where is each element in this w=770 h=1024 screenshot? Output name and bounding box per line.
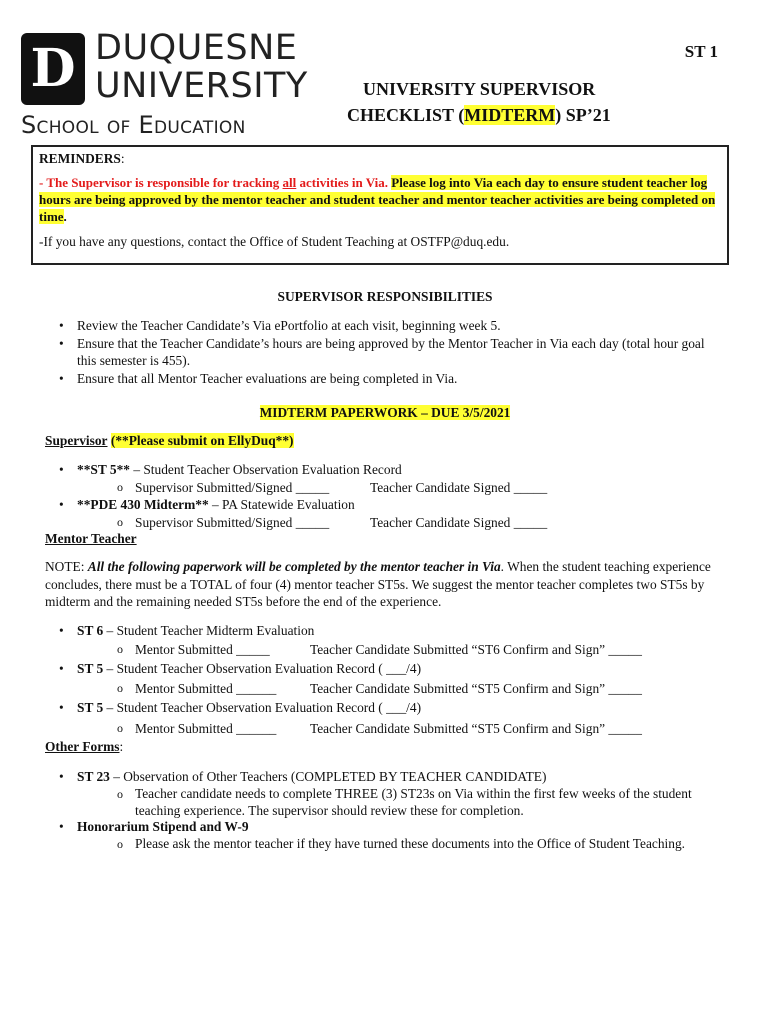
list-item: • Ensure that the Teacher Candidate’s hours are being approved by the Mentor Teacher in Via each day (total hour goal this semester is 455). [45,335,715,370]
supervisor-forms-list [45,461,725,531]
title-line-1: UNIVERSITY SUPERVISOR [363,79,596,99]
list-item: • ST 6 – Student Teacher Midterm Evaluation o Mentor Submitted _____ Teacher Candidate Submitted “ST6 Confirm and Sign” _____ [45,621,735,659]
mentor-heading: Mentor Teacher [45,531,137,546]
list-item: • Honorarium Stipend and W-9 o Please ask the mentor teacher if they have turned these documents into the Office of Student Teaching. [45,819,710,853]
responsibilities-heading: SUPERVISOR RESPONSIBILITIES [277,289,493,304]
page-title [347,76,611,128]
list-item: • Review the Teacher Candidate’s Via ePortfolio at each visit, beginning week 5. [45,317,715,335]
reminder-tracking: - The Supervisor is responsible for tracking all activities in Via. Please log into Via each day to ensure student teacher log hours are being approved by the mentor teacher and student teacher and mentor teacher activities are being completed on time. [39,175,716,224]
logo-text-school: School of Education [21,111,246,139]
list-item: • ST 5 – Student Teacher Observation Evaluation Record ( ___/4) o Mentor Submitted ______ Teacher Candidate Submitted “ST5 Confirm and Sign” _____ [45,698,735,738]
checklist-row: o Mentor Submitted ______ Teacher Candidate Submitted “ST5 Confirm and Sign” _____ [77,679,735,698]
logo-text-university: UNIVERSITY [95,66,308,106]
list-item: • **ST 5** – Student Teacher Observation Evaluation Record o Supervisor Submitted/Signed _____ Teacher Candidate Signed _____ [45,461,725,496]
university-logo [21,27,316,139]
list-item: • Ensure that all Mentor Teacher evaluations are being completed in Via. [45,370,715,388]
list-item: • ST 5 – Student Teacher Observation Evaluation Record ( ___/4) o Mentor Submitted ______ Teacher Candidate Submitted “ST5 Confirm and Sign” _____ [45,659,735,697]
supervisor-heading: Supervisor (**Please submit on EllyDuq**) [45,433,294,448]
other-forms-list [45,769,710,853]
logo-text-duquesne: DUQUESNE [95,28,298,68]
duquesne-d-logo-icon: D [21,33,85,105]
reminders-box [31,145,729,265]
reminders-heading: REMINDERS: [39,151,125,166]
checklist-row: o Supervisor Submitted/Signed _____ Teacher Candidate Signed _____ [77,479,725,497]
checklist-row: o Supervisor Submitted/Signed _____ Teacher Candidate Signed _____ [77,514,725,532]
title-line-2: CHECKLIST (MIDTERM) SP’21 [347,105,611,125]
form-id: ST 1 [684,42,718,61]
other-forms-heading: Other Forms: [45,739,124,754]
checklist-row: o Mentor Submitted _____ Teacher Candidate Submitted “ST6 Confirm and Sign” _____ [77,640,735,659]
reminder-contact: -If you have any questions, contact the Office of Student Teaching at OSTFP@duq.edu. [39,234,510,249]
list-item: • ST 23 – Observation of Other Teachers (COMPLETED BY TEACHER CANDIDATE) o Teacher candidate needs to complete THREE (3) ST23s on Via within the first few weeks of the student teaching experience. The supervisor should review these for completion. [45,769,710,819]
list-subitem: o Teacher candidate needs to complete THREE (3) ST23s on Via within the first few weeks of the student teaching experience. The supervisor should review these for completion. [77,786,710,820]
midterm-heading: MIDTERM PAPERWORK – DUE 3/5/2021 [259,405,511,420]
responsibilities-list [45,317,715,387]
mentor-forms-list [45,621,735,738]
mentor-note: NOTE: All the following paperwork will be completed by the mentor teacher in Via. When the student teaching experience concludes, there must be a TOTAL of four (4) mentor teacher ST5s. We suggest the mentor teacher completes two ST5s by midterm and the remaining needed ST5s before the end of the experience. [45,559,711,609]
list-subitem: o Please ask the mentor teacher if they have turned these documents into the Office of Student Teaching. [77,836,710,853]
list-item: • **PDE 430 Midterm** – PA Statewide Evaluation o Supervisor Submitted/Signed _____ Teacher Candidate Signed _____ [45,496,725,531]
checklist-row: o Mentor Submitted ______ Teacher Candidate Submitted “ST5 Confirm and Sign” _____ [77,719,735,738]
midterm-highlight: MIDTERM [464,105,556,125]
